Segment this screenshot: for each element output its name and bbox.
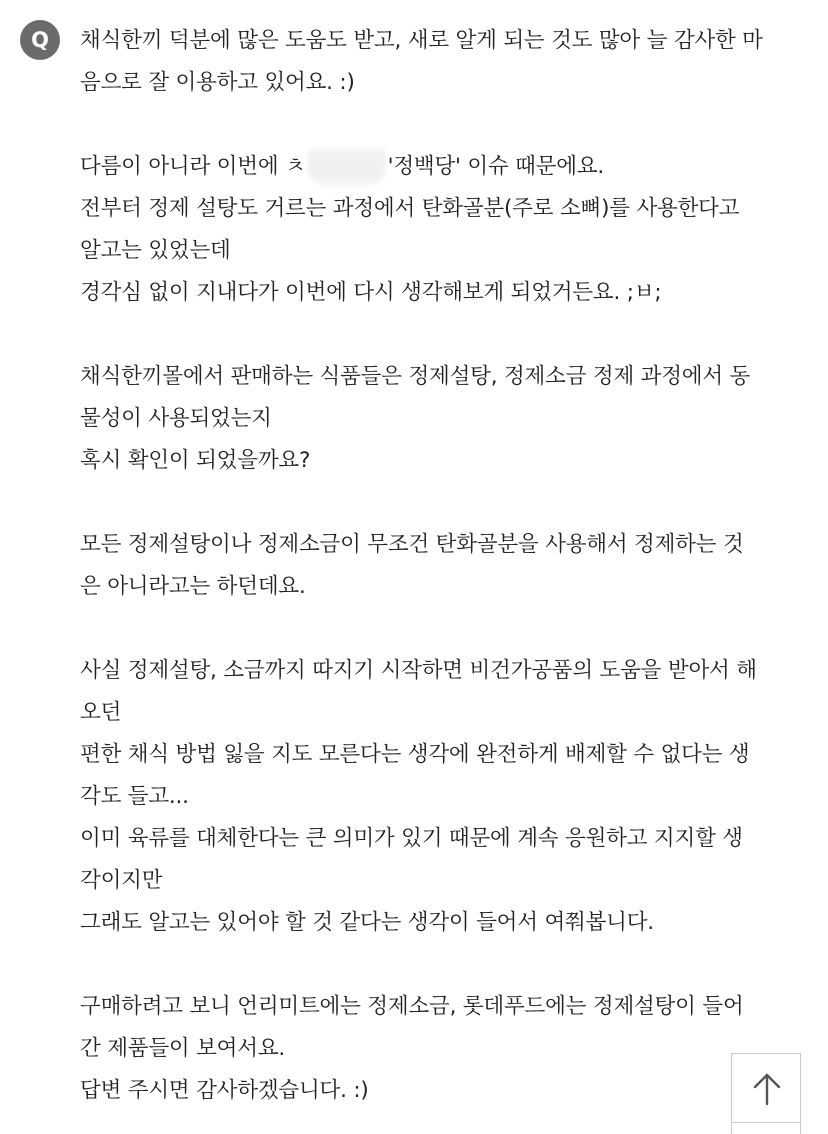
scroll-to-top-button[interactable] — [731, 1053, 801, 1123]
question-line: 채식한끼몰에서 판매하는 식품들은 정제설탕, 정제소금 정제 과정에서 동 — [80, 364, 751, 389]
paragraph-gap — [80, 608, 800, 650]
question-line: 이미 육류를 대체한다는 큰 의미가 있기 때문에 계속 응원하고 지지할 생 — [80, 826, 743, 851]
question-line: 알고는 있었는데 — [80, 238, 231, 263]
question-line: 편한 채식 방법 잃을 지도 모른다는 생각에 완전하게 배제할 수 없다는 생 — [80, 742, 750, 767]
question-line: 모든 정제설탕이나 정제소금이 무조건 탄화골분을 사용해서 정제하는 것 — [80, 532, 744, 557]
paragraph-gap — [80, 482, 800, 524]
question-line: 경각심 없이 지내다가 이번에 다시 생각해보게 되었거든요. ;ㅂ; — [80, 280, 662, 305]
paragraph-gap — [80, 944, 800, 986]
redacted-partial-char: ㅊ — [285, 154, 306, 179]
question-line: 전부터 정제 설탕도 거르는 과정에서 탄화골분(주로 소뼈)를 사용한다고 — [80, 196, 740, 221]
question-line: 각이지만 — [80, 868, 163, 893]
question-text: 다름이 아니라 이번에 — [80, 154, 286, 179]
question-line: 은 아니라고는 하던데요. — [80, 574, 306, 599]
paragraph-gap — [80, 314, 800, 356]
question-line: 답변 주시면 감사하겠습니다. :) — [80, 1078, 369, 1103]
question-line: 각도 들고... — [80, 784, 189, 809]
question-line: 오던 — [80, 700, 122, 725]
question-line: 채식한끼 덕분에 많은 도움도 받고, 새로 알게 되는 것도 많아 늘 감사한 마 — [80, 28, 763, 53]
redacted-region — [308, 152, 386, 182]
arrow-up-icon — [752, 1072, 782, 1106]
question-text: '정백당' 이슈 때문에요. — [387, 154, 605, 179]
question-body — [80, 20, 800, 1112]
paragraph-gap — [80, 104, 800, 146]
question-badge: Q — [20, 20, 60, 60]
question-line: 간 제품들이 보여서요. — [80, 1036, 286, 1061]
question-line: 음으로 잘 이용하고 있어요. :) — [80, 70, 355, 95]
question-line — [80, 146, 800, 188]
blur-overlay — [308, 148, 386, 186]
question-line: 사실 정제설탕, 소금까지 따지기 시작하면 비건가공품의 도움을 받아서 해 — [80, 658, 757, 683]
question-line: 그래도 알고는 있어야 할 것 같다는 생각이 들어서 여쭤봅니다. — [80, 910, 654, 935]
question-line: 물성이 사용되었는지 — [80, 406, 272, 431]
question-line: 구매하려고 보니 언리미트에는 정제소금, 롯데푸드에는 정제설탕이 들어 — [80, 994, 744, 1019]
scroll-button-tail — [731, 1123, 801, 1134]
question-line: 혹시 확인이 되었을까요? — [80, 448, 311, 473]
